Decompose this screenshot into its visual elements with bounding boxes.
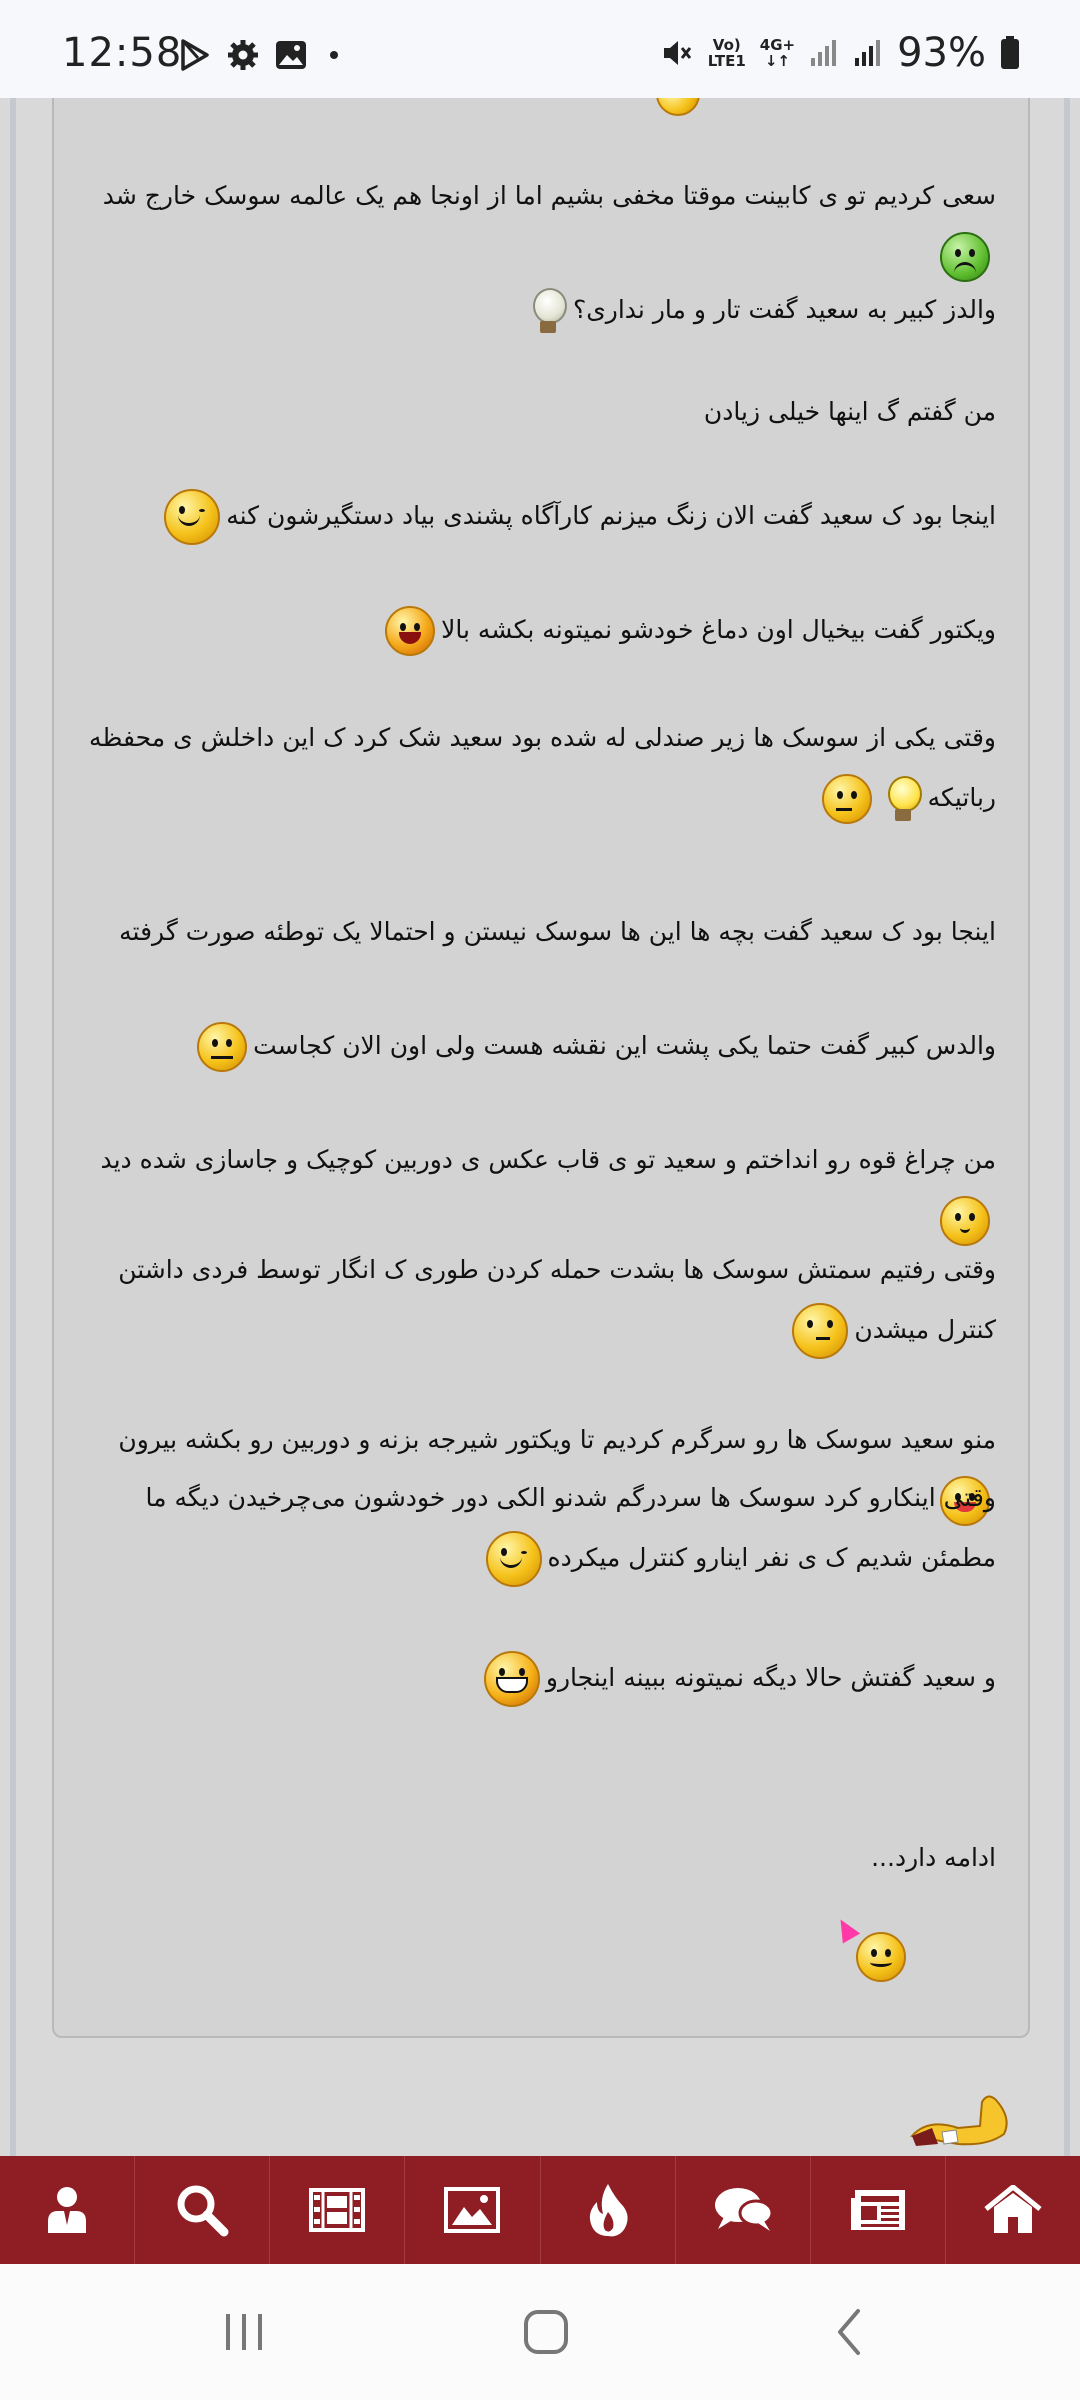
nav-videos[interactable]: [270, 2156, 405, 2264]
neutral-emoji-icon: [197, 1022, 247, 1072]
battery-icon: [1000, 36, 1020, 70]
home-circle-icon: [521, 2307, 571, 2357]
post-paragraph: اینجا بود ک سعید گفت بچه ها این ها سوسک نیستن و احتمالا یک توطئه صورت گرفته: [119, 917, 996, 946]
mute-icon: [660, 36, 694, 70]
home-icon: [984, 2185, 1042, 2235]
thanks-hand-icon[interactable]: [908, 2088, 1018, 2148]
clock: 12:58: [62, 30, 183, 76]
post-paragraph: من گفتم گ اینها خیلی زیادن: [703, 397, 996, 426]
post-paragraph: من چراغ قوه رو انداختم و سعید تو ی قاب عکس ی دوربین کوچیک و جاسازی شده دید: [86, 1130, 996, 1250]
play-store-icon: [178, 38, 212, 72]
back-button[interactable]: [810, 2304, 890, 2360]
gallery-icon: [274, 38, 308, 72]
post-paragraph: سعی کردیم تو ی کابینت موقتا مخفی بشیم اما از اونجا هم یک عالمه سوسک خارج شد: [86, 166, 996, 286]
video-icon: [309, 2188, 365, 2232]
dot-icon: [330, 51, 338, 59]
nav-home[interactable]: [946, 2156, 1080, 2264]
data-indicator: 4G+ ↓↑: [759, 36, 796, 70]
laughing-emoji-icon: [385, 606, 435, 656]
wink-emoji-icon: [486, 1531, 542, 1587]
post-paragraph: و سعید گفتش حالا دیگه نمیتونه ببینه اینجارو: [86, 1648, 996, 1708]
nav-news[interactable]: [811, 2156, 946, 2264]
signal-icon-2: [853, 38, 883, 68]
back-icon: [830, 2307, 870, 2357]
news-icon: [849, 2188, 907, 2232]
recents-button[interactable]: [204, 2304, 284, 2360]
sick-emoji-icon: [940, 232, 990, 282]
post-paragraph: والدز کبیر به سعید گفت تار و مار نداری؟: [86, 280, 996, 340]
home-button[interactable]: [506, 2304, 586, 2360]
recents-icon: [220, 2310, 268, 2354]
idea-bulb-icon: [886, 776, 920, 822]
system-navigation-bar: [0, 2264, 1080, 2400]
volte-indicator: Vo) LTE1: [707, 36, 746, 70]
chat-icon: [712, 2185, 774, 2235]
suspicious-emoji-icon: [792, 1303, 848, 1359]
post-paragraph: منو سعید سوسک ها رو سرگرم کردیم تا ویکتور شیرجه بزنه و دوربین رو بکشه بیرون: [86, 1410, 996, 1530]
battery-percent: 93%: [897, 30, 986, 76]
to-be-continued: ادامه دارد...: [871, 1843, 996, 1872]
thinking-emoji-icon: [822, 774, 872, 824]
nav-hot[interactable]: [541, 2156, 676, 2264]
party-hat-icon: [832, 1914, 860, 1943]
signal-icon: [809, 38, 839, 68]
post-paragraph: وقتی اینکارو کرد سوسک ها سردرگم شدنو الکی دور خودشون می‌چرخیدن دیگه ما مطمئن شدیم ک ی نفر اینارو کنترل میکرده: [86, 1468, 996, 1588]
nav-profile[interactable]: [0, 2156, 135, 2264]
post-paragraph: وقتی یکی از سوسک ها زیر صندلی له شده بود سعید شک کرد ک این داخلش ی محفظه رباتیکه: [86, 708, 996, 828]
image-icon: [444, 2187, 500, 2233]
search-icon: [174, 2182, 230, 2238]
post-container: [52, 98, 1030, 2038]
party-emoji-icon: [856, 1932, 906, 1982]
post-paragraph: وقتی رفتیم سمتش سوسک ها بشدت حمله کردن طوری ک انگار توسط فردی داشتن کنترل میشدن: [86, 1240, 996, 1360]
grin-emoji-icon: [484, 1651, 540, 1707]
gear-icon: [226, 38, 260, 72]
lightbulb-icon: [531, 288, 565, 334]
post-paragraph: اینجا بود ک سعید گفت الان زنگ میزنم کارآگاه پشندی بیاد دستگیرشون کنه: [86, 486, 996, 546]
post-paragraph: والدس کبیر گفت حتما یکی پشت این نقشه هست ولی اون الان کجاست: [86, 1016, 996, 1076]
shush-emoji-icon: [940, 1196, 990, 1246]
bottom-navigation: [0, 2156, 1080, 2264]
cut-off-emoji-icon: [656, 98, 700, 116]
nav-search[interactable]: [135, 2156, 270, 2264]
status-bar: [0, 0, 1080, 98]
post-paragraph: ویکتور گفت بیخیال اون دماغ خودشو نمیتونه بکشه بالا: [86, 600, 996, 660]
nav-chat[interactable]: [676, 2156, 811, 2264]
fire-icon: [585, 2182, 631, 2238]
wink-emoji-icon: [164, 489, 220, 545]
user-icon: [44, 2185, 90, 2235]
nav-gallery[interactable]: [405, 2156, 540, 2264]
forum-page[interactable]: [0, 98, 1080, 2156]
